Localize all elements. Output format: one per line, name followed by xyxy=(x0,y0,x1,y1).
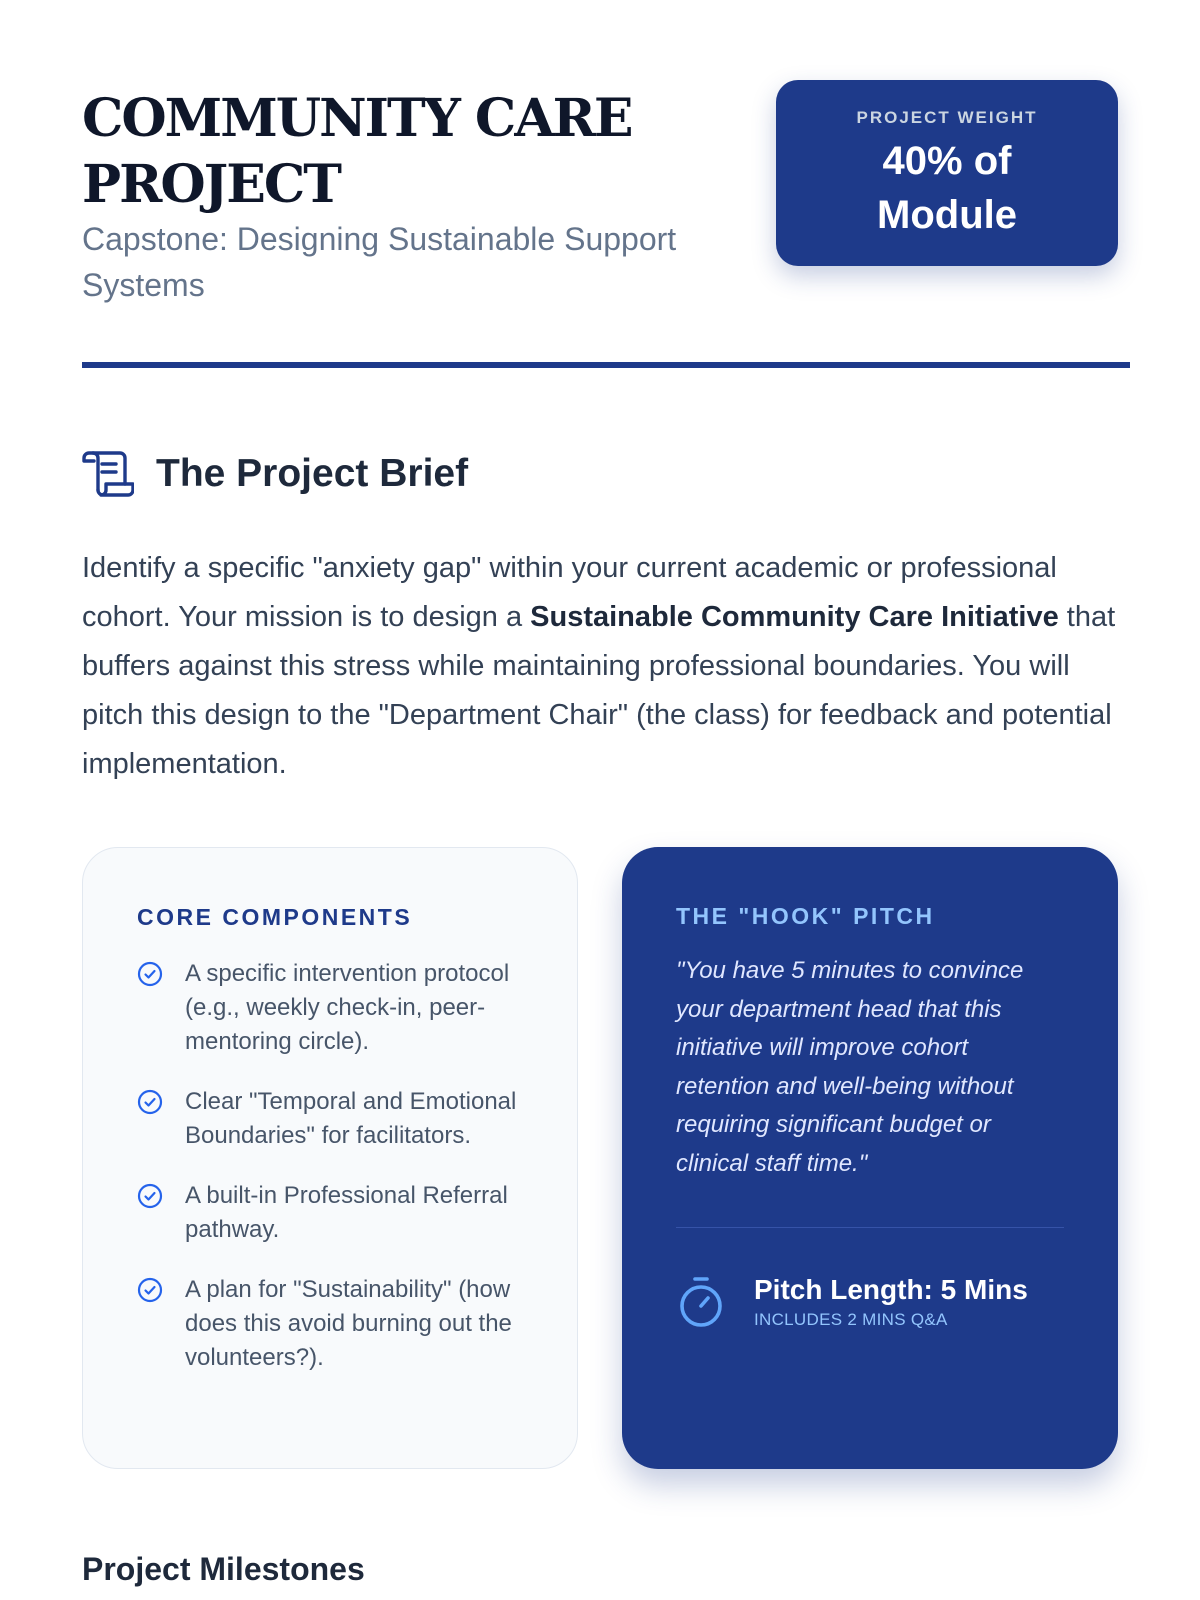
list-item xyxy=(137,1085,537,1153)
project-weight-label: PROJECT WEIGHT xyxy=(856,108,1038,127)
brief-text-end: that buffers against this stress while maintaining professional boundaries. You will pitch this design to the "Department Chair" (the class) for feedback and potential implementation. xyxy=(82,601,1116,780)
page-title xyxy=(82,86,762,218)
pitch-length: Pitch Length: 5 Mins xyxy=(754,1274,1028,1305)
check-circle-icon xyxy=(137,1089,163,1115)
list-item-text: Clear "Temporal and Emotional Boundaries" for facilitators. xyxy=(185,1088,517,1149)
pitch-length-row xyxy=(676,1274,1064,1330)
title-block xyxy=(82,80,762,308)
hook-pitch-card xyxy=(622,847,1118,1469)
brief-text xyxy=(82,544,1130,789)
page-title-line1: COMMUNITY CARE xyxy=(82,88,632,149)
brief-title: The Project Brief xyxy=(156,452,469,495)
scroll-icon xyxy=(82,450,134,498)
header xyxy=(82,80,1118,362)
page-title-line2: PROJECT xyxy=(82,154,340,215)
check-circle-icon xyxy=(137,1277,163,1303)
project-weight-value-line1: 40% of xyxy=(882,139,1012,183)
cards-row xyxy=(82,847,1118,1469)
core-components-heading: CORE COMPONENTS xyxy=(137,904,413,930)
check-circle-icon xyxy=(137,961,163,987)
timer-icon xyxy=(676,1275,726,1329)
list-item-text: A specific intervention protocol (e.g., weekly check-in, peer-mentoring circle). xyxy=(185,960,510,1055)
project-weight-badge xyxy=(776,80,1118,266)
hook-pitch-heading: THE "HOOK" PITCH xyxy=(676,903,935,929)
list-item-text: A built-in Professional Referral pathway. xyxy=(185,1182,508,1243)
project-weight-value-line2: Module xyxy=(877,193,1017,237)
core-components-card xyxy=(82,847,578,1469)
brief-header xyxy=(82,450,1118,498)
hook-pitch-divider xyxy=(676,1227,1064,1228)
hook-pitch-quote: "You have 5 minutes to convince your department head that this initiative will improve cohort retention and well-being without requiring significant budget or clinical staff time." xyxy=(676,957,1024,1177)
milestones-heading: Project Milestones xyxy=(82,1551,365,1587)
project-weight-value xyxy=(776,134,1118,242)
page-subtitle: Capstone: Designing Sustainable Support Systems xyxy=(82,221,677,303)
check-circle-icon xyxy=(137,1183,163,1209)
list-item xyxy=(137,1179,537,1247)
header-divider xyxy=(82,362,1130,368)
pitch-length-text xyxy=(754,1274,1028,1330)
brief-text-bold: Sustainable Community Care Initiative xyxy=(530,601,1059,633)
core-components-list xyxy=(137,957,537,1375)
list-item xyxy=(137,957,537,1059)
list-item-text: A plan for "Sustainability" (how does this avoid burning out the volunteers?). xyxy=(185,1276,512,1371)
list-item xyxy=(137,1273,537,1375)
brief-text-start: Identify a specific "anxiety gap" within your current academic or professional cohort. Your mission is to design a xyxy=(82,552,1057,633)
pitch-length-note: INCLUDES 2 MINS Q&A xyxy=(754,1310,948,1329)
